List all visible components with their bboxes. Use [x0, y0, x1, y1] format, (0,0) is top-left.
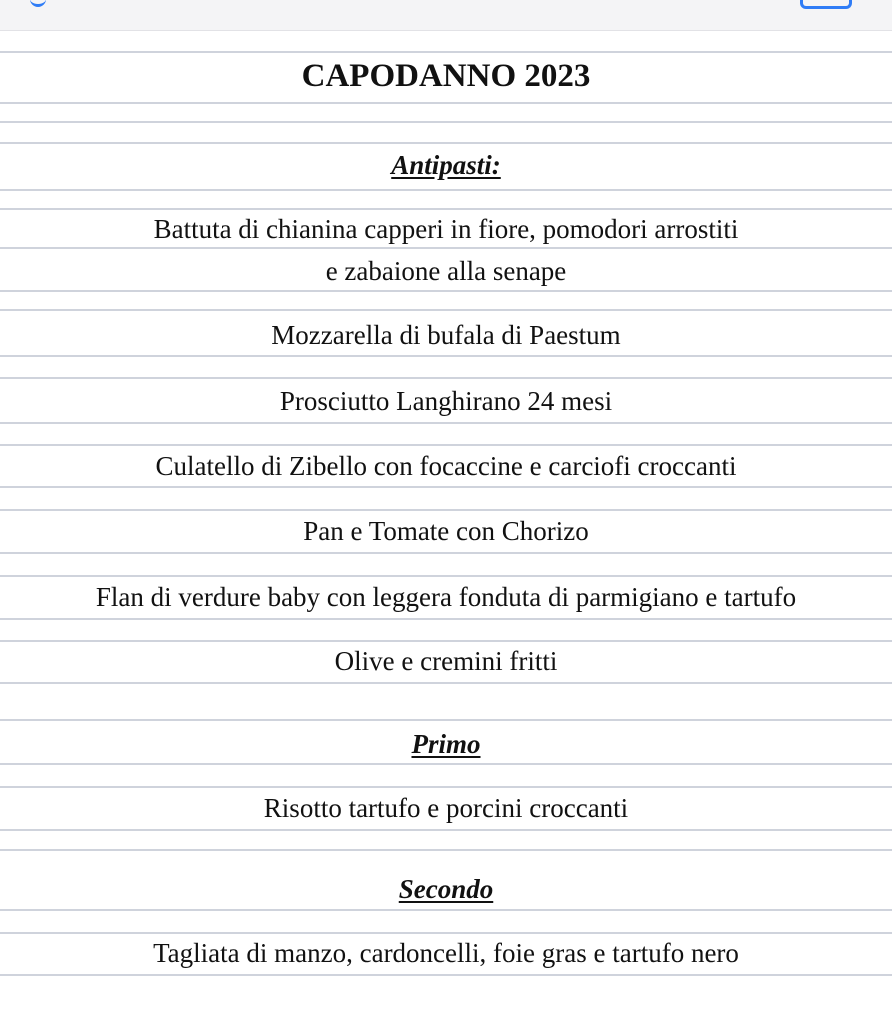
- menu-item: Culatello di Zibello con focaccine e carciofi croccanti: [155, 451, 737, 481]
- page-title: CAPODANNO 2023: [301, 58, 591, 94]
- section-heading-antipasti: Antipasti:: [391, 150, 501, 180]
- menu-item: Flan di verdure baby con leggera fonduta di parmigiano e tartufo: [95, 582, 797, 612]
- menu-item: e zabaione alla senape: [325, 256, 567, 286]
- section-heading-primo: Primo: [411, 729, 481, 759]
- menu-item: Tagliata di manzo, cardoncelli, foie gras e tartufo nero: [153, 938, 739, 968]
- menu-item: Prosciutto Langhirano 24 mesi: [279, 386, 613, 416]
- menu-item: Pan e Tomate con Chorizo: [303, 516, 589, 546]
- menu-item: Mozzarella di bufala di Paestum: [271, 320, 621, 350]
- menu-item: Risotto tartufo e porcini croccanti: [263, 793, 629, 823]
- menu-item: Olive e cremini fritti: [334, 646, 558, 676]
- menu-item: Battuta di chianina capperi in fiore, pomodori arrostiti: [153, 214, 739, 244]
- section-heading-secondo: Secondo: [398, 874, 494, 904]
